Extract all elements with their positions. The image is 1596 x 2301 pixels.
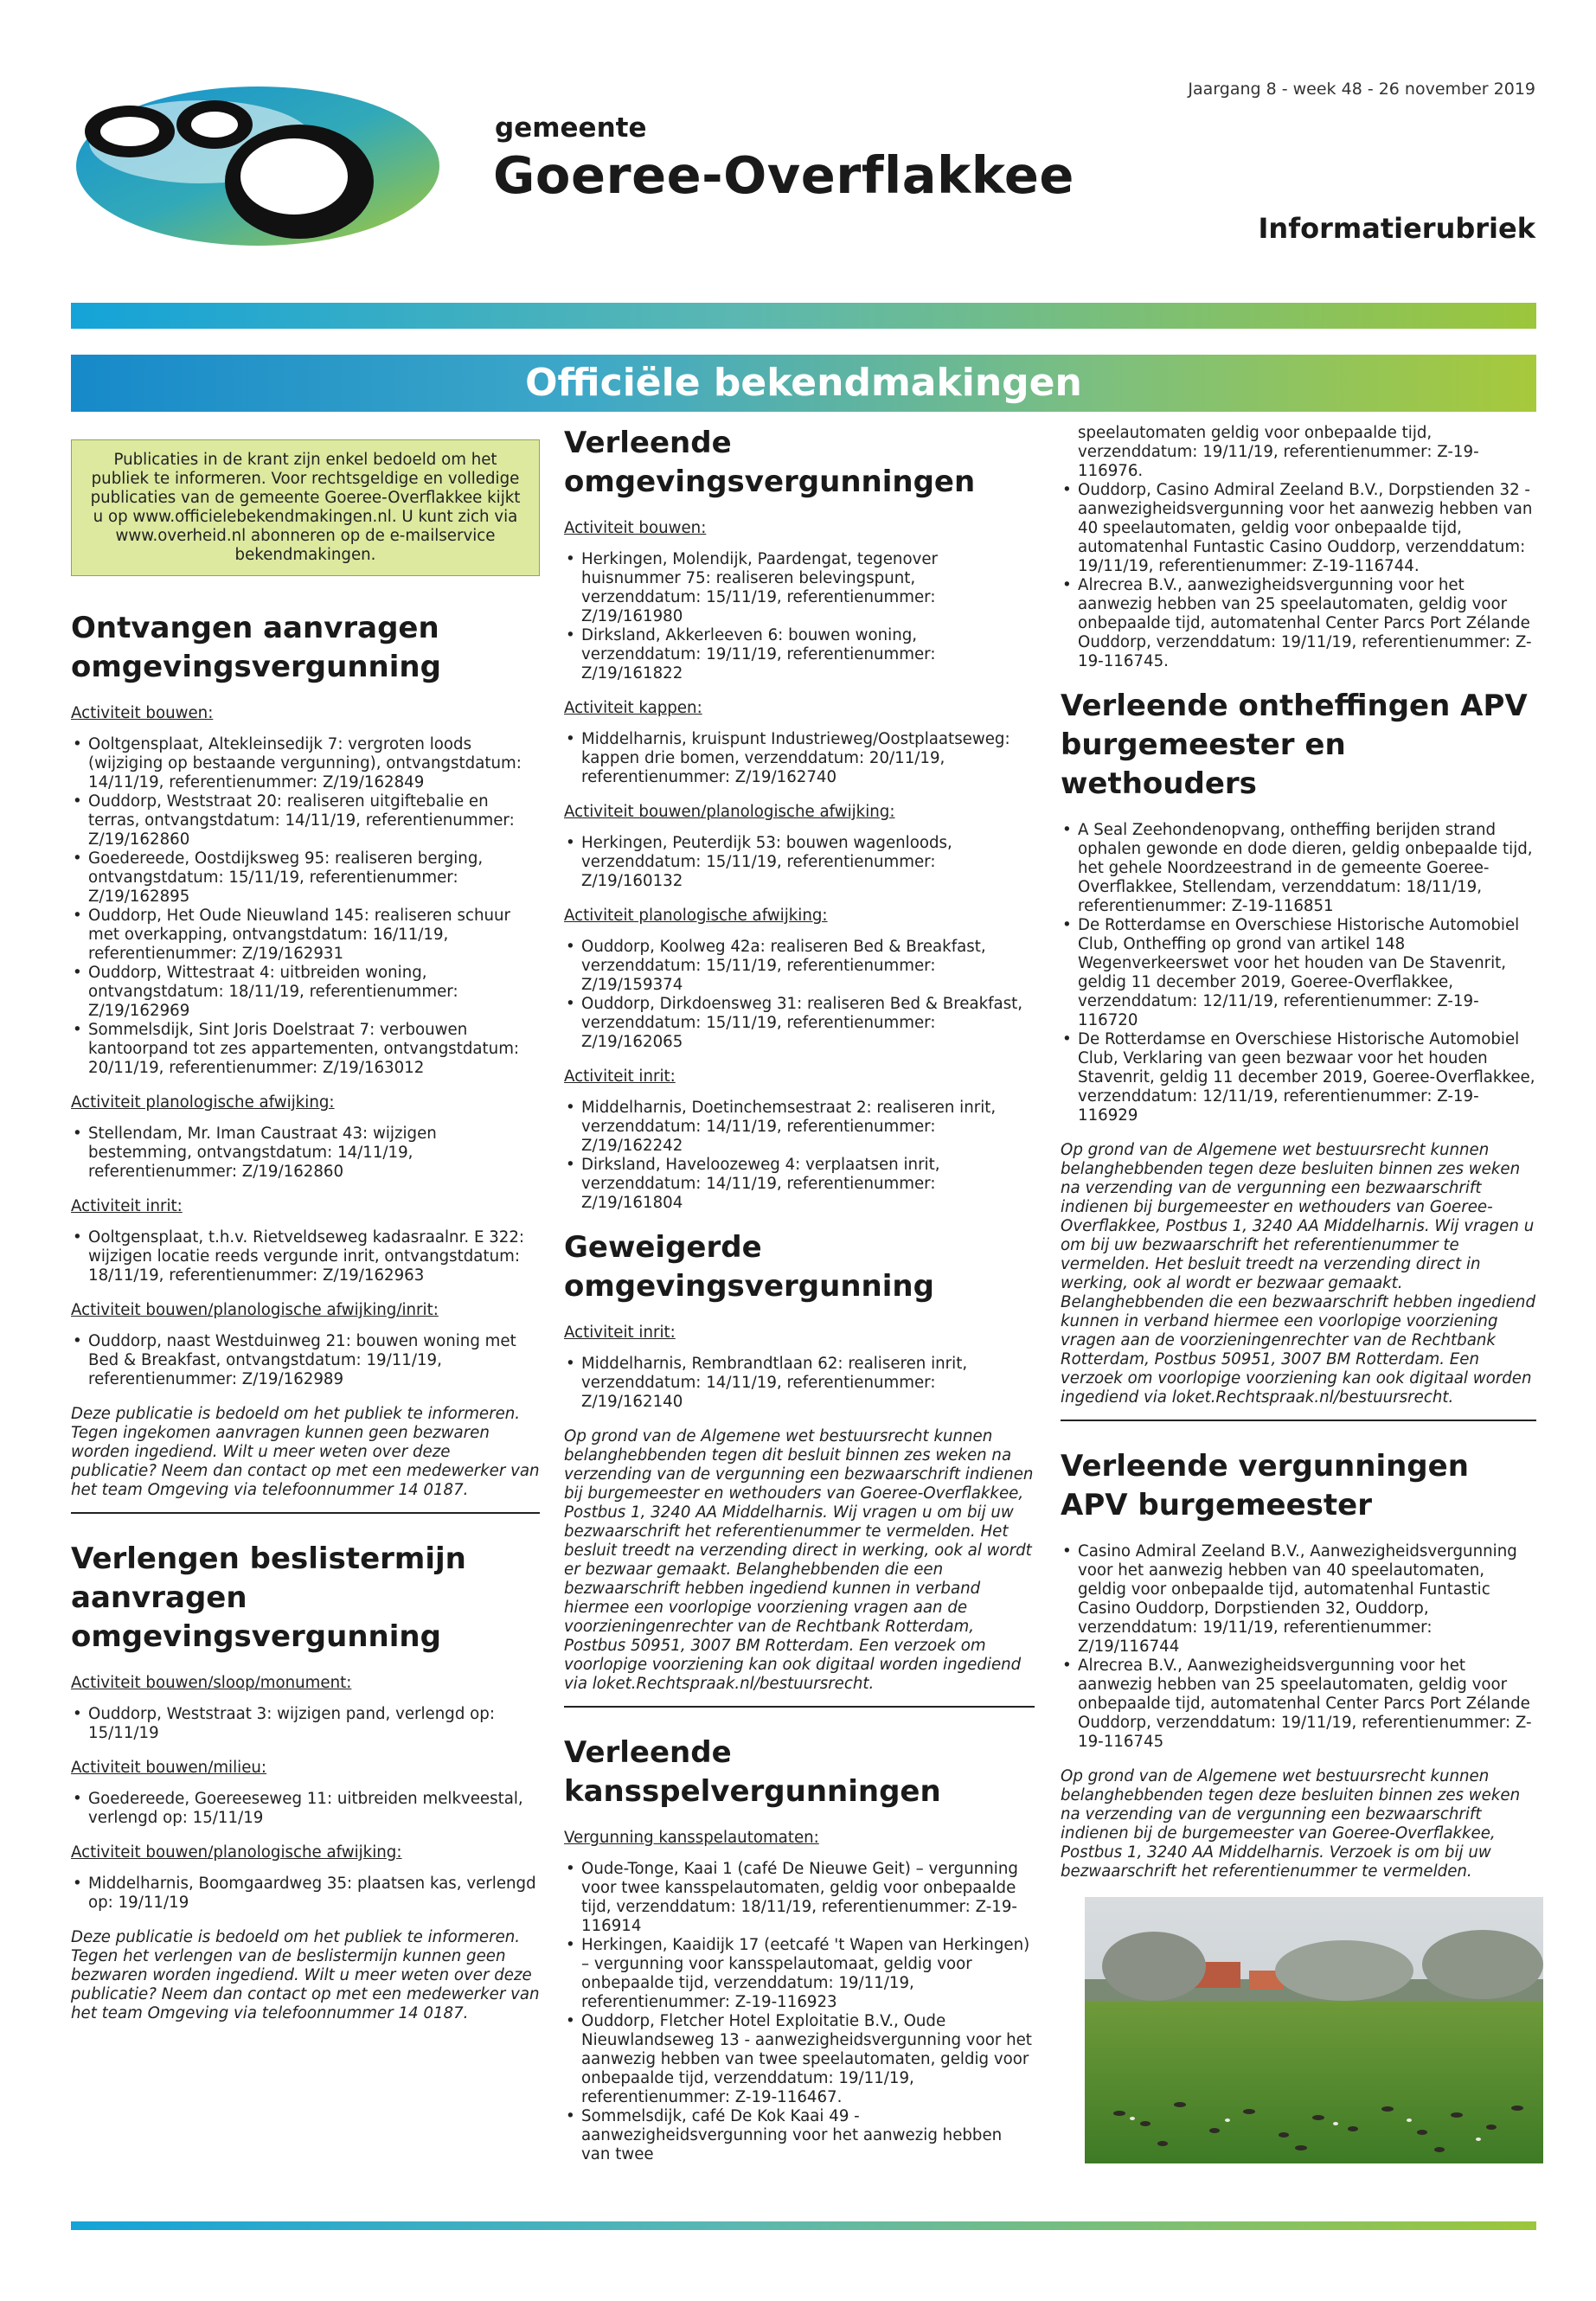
list-item: • Ouddorp, Dirkdoensweg 31: realiseren Bed & Breakfast, verzenddatum: 15/11/19, referentienummer: Z/19/162065 xyxy=(564,995,1035,1052)
footer-stripe xyxy=(71,2221,1536,2230)
activity-label: Activiteit bouwen/planologische afwijking: xyxy=(564,803,895,821)
column-3 xyxy=(1061,424,1536,2163)
section-title: Verlengen beslistermijn aanvragen omgevingsvergunning xyxy=(71,1541,466,1654)
list-item: • Herkingen, Molendijk, Paardengat, tegenover huisnummer 75: realiseren belevingspunt, verzenddatum: 15/11/19, referentienummer: Z/19/161980 xyxy=(564,550,1035,626)
activity-label: Vergunning kansspelautomaten: xyxy=(564,1829,819,1847)
legal-note: Op grond van de Algemene wet bestuursrecht kunnen belanghebbenden tegen deze besluiten binnen zes weken na verzending van de vergunning een bezwaarschrift indienen bij de burgemeester van Goeree-Overflakkee, Postbus 1, 3240 AA Middelharnis. Verzoek is om bij uw bezwaarschrift het referentienummer te vermelden. xyxy=(1061,1767,1521,1881)
item-list xyxy=(71,1875,540,1913)
list-item: • Stellendam, Mr. Iman Caustraat 43: wijzigen bestemming, ontvangstdatum: 14/11/19, referentienummer: Z/19/162860 xyxy=(71,1125,540,1182)
legal-note: Op grond van de Algemene wet bestuursrecht kunnen belanghebbenden tegen dit besluit binnen zes weken na verzending van de vergunning een bezwaarschrift indienen bij burgemeester en wethouders van Goeree-Overflakkee, Postbus 1, 3240 AA Middelharnis. Wij vragen u om bij uw bezwaarschrift het referentienummer te vermelden. Het besluit treedt na verzending direct in werking, ook al wordt er bezwaar gemaakt. Belanghebbenden die een bezwaarschrift hebben ingediend kunnen in verband hiermee een voorlopige voorziening vragen aan de voorzieningenrechter van de Rechtbank Rotterdam, Postbus 50951, 3007 BM Rotterdam. Een verzoek om voorlopige voorziening kan ook digitaal worden ingediend via loket.Rechtspraak.nl/bestuursrecht. xyxy=(564,1427,1034,1693)
info-note: Deze publicatie is bedoeld om het publiek te informeren. Tegen ingekomen aanvragen kunnen geen bezwaren worden ingediend. Wilt u meer weten over deze publicatie? Neem dan contact op met een medewerker van het team Omgeving via telefoonnummer 14 0187. xyxy=(71,1405,540,1499)
activity-label: Activiteit bouwen: xyxy=(71,704,214,722)
list-item: • Sommelsdijk, Sint Joris Doelstraat 7: verbouwen kantoorpand tot zes appartementen, ontvangstdatum: 20/11/19, referentienummer: Z/19/163012 xyxy=(71,1021,540,1078)
item-list xyxy=(71,1125,540,1182)
gemeente-label: gemeente xyxy=(495,112,647,144)
item-list xyxy=(71,1228,540,1285)
item-list xyxy=(564,730,1035,787)
header-stripe xyxy=(71,303,1536,329)
activity-label: Activiteit bouwen/sloop/monument: xyxy=(71,1674,352,1692)
list-item: • Ouddorp, Weststraat 3: wijzigen pand, verlengd op: 15/11/19 xyxy=(71,1705,540,1743)
list-item: • Ouddorp, Koolweg 42a: realiseren Bed & Breakfast, verzenddatum: 15/11/19, referentienummer: Z/19/159374 xyxy=(564,938,1035,995)
legal-note: Op grond van de Algemene wet bestuursrecht kunnen belanghebbenden tegen deze besluiten binnen zes weken na verzending van de vergunning een bezwaarschrift indienen bij burgemeester en wethouders van Goeree-Overflakkee, Postbus 1, 3240 AA Middelharnis. Wij vragen u om bij uw bezwaarschrift het referentienummer te vermelden. Het besluit treedt na verzending direct in werking, ook al wordt er bezwaar gemaakt. Belanghebbenden die een bezwaarschrift hebben ingediend kunnen in verband hiermee een voorlopige voorziening vragen aan de voorzieningenrechter van de Rechtbank Rotterdam, Postbus 50951, 3007 BM Rotterdam. Een verzoek om voorlopige voorziening kan ook digitaal worden ingediend via loket.Rechtspraak.nl/bestuursrecht. xyxy=(1061,1141,1536,1407)
item-list xyxy=(1061,481,1536,671)
activity-label: Activiteit planologische afwijking: xyxy=(71,1093,335,1112)
item-list xyxy=(71,735,540,1078)
list-item: • Oude-Tonge, Kaai 1 (café De Nieuwe Geit) – vergunning voor twee kansspelautomaten, geldig voor onbepaalde tijd, verzenddatum: 18/11/19, referentienummer: Z-19-116914 xyxy=(564,1860,1035,1936)
rubriek-title: Informatierubriek xyxy=(1258,212,1535,245)
column-2 xyxy=(564,424,1035,2180)
section-title: Verleende vergunningen APV burgemeester xyxy=(1061,1449,1469,1522)
section-divider xyxy=(564,1706,1035,1708)
column-1 xyxy=(71,424,540,2035)
list-item: • Ouddorp, naast Westduinweg 21: bouwen woning met Bed & Breakfast, ontvangstdatum: 19/11/19, referentienummer: Z/19/162989 xyxy=(71,1332,540,1389)
list-item: • Middelharnis, Rembrandtlaan 62: realiseren inrit, verzenddatum: 14/11/19, referentienummer: Z/19/162140 xyxy=(564,1355,1035,1412)
activity-label: Activiteit inrit: xyxy=(71,1197,183,1215)
item-list xyxy=(71,1705,540,1743)
activity-label: Activiteit kappen: xyxy=(564,699,702,717)
section-title: Verleende kansspelvergunningen xyxy=(564,1735,941,1809)
list-item: • Ouddorp, Het Oude Nieuwland 145: realiseren schuur met overkapping, ontvangstdatum: 16/11/19, referentienummer: Z/19/162931 xyxy=(71,907,540,964)
activity-label: Activiteit bouwen/milieu: xyxy=(71,1759,267,1777)
edition-info: Jaargang 8 - week 48 - 26 november 2019 xyxy=(1188,80,1535,99)
section-divider xyxy=(71,1512,540,1514)
activity-label: Activiteit bouwen/planologische afwijking/inrit: xyxy=(71,1301,439,1319)
list-item: • A Seal Zeehondenopvang, ontheffing berijden strand ophalen gewonde en dode dieren, geldig onbepaalde tijd, het gehele Noordzeestrand in de gemeente Goeree-Overflakkee, Stellendam, verzenddatum: 18/11/19, referentienummer: Z-19-116851 xyxy=(1061,821,1536,916)
activity-label: Activiteit inrit: xyxy=(564,1324,676,1342)
item-list xyxy=(564,1860,1035,2164)
list-item: • Dirksland, Akkerleeven 6: bouwen woning, verzenddatum: 19/11/19, referentienummer: Z/19/161822 xyxy=(564,626,1035,683)
activity-label: Activiteit inrit: xyxy=(564,1067,676,1086)
list-item: • Ooltgensplaat, t.h.v. Rietveldseweg kadasraalnr. E 322: wijzigen locatie reeds vergunde inrit, ontvangstdatum: 18/11/19, referentienummer: Z/19/162963 xyxy=(71,1228,540,1285)
activity-label: Activiteit bouwen: xyxy=(564,519,707,537)
list-item: • Middelharnis, Boomgaardweg 35: plaatsen kas, verlengd op: 19/11/19 xyxy=(71,1875,540,1913)
item-list xyxy=(564,938,1035,1052)
list-item: • Ouddorp, Fletcher Hotel Exploitatie B.V., Oude Nieuwlandseweg 13 - aanwezigheidsvergunning voor het aanwezig hebben van twee speelautomaten, geldig voor onbepaalde tijd, verzenddatum: 19/11/19, referentienummer: Z-19-116467. xyxy=(564,2012,1035,2107)
section-title: Ontvangen aanvragen omgevingsvergunning xyxy=(71,611,441,684)
notice-box: Publicaties in de krant zijn enkel bedoeld om het publiek te informeren. Voor rechtsgeldige en volledige publicaties van de gemeente Goeree-Overflakkee kijkt u op www.officielebekendmakingen.nl. U kunt zich via www.overheid.nl abonneren op de e-mailservice bekendmakingen. xyxy=(71,439,540,576)
item-list xyxy=(1061,1542,1536,1752)
list-item: • Ouddorp, Wittestraat 4: uitbreiden woning, ontvangstdatum: 18/11/19, referentienummer: Z/19/162969 xyxy=(71,964,540,1021)
list-item: • De Rotterdamse en Overschiese Historische Automobiel Club, Verklaring van geen bezwaar voor het houden Stavenrit, geldig 11 december 2019, Goeree-Overflakkee, verzenddatum: 12/11/19, referentienummer: Z-19-116929 xyxy=(1061,1030,1536,1125)
list-item: • Dirksland, Haveloozeweg 4: verplaatsen inrit, verzenddatum: 14/11/19, referentienummer: Z/19/161804 xyxy=(564,1156,1035,1213)
item-list xyxy=(1061,821,1536,1125)
list-item: • Herkingen, Kaaidijk 17 (eetcafé 't Wapen van Herkingen) – vergunning voor kansspelautomaat, geldig voor onbepaalde tijd, verzenddatum: 19/11/19, referentienummer: Z-19-116923 xyxy=(564,1936,1035,2012)
list-item: • Middelharnis, kruispunt Industrieweg/Oostplaatseweg: kappen drie bomen, verzenddatum: 20/11/19, referentienummer: Z/19/162740 xyxy=(564,730,1035,787)
item-list xyxy=(564,1099,1035,1213)
list-item: • Herkingen, Peuterdijk 53: bouwen wagenloods, verzenddatum: 15/11/19, referentienummer: Z/19/160132 xyxy=(564,834,1035,891)
activity-label: Activiteit planologische afwijking: xyxy=(564,907,828,925)
list-item-continued: speelautomaten geldig voor onbepaalde tijd, verzenddatum: 19/11/19, referentienummer: Z-19-116976. xyxy=(1078,424,1479,480)
section-title: Geweigerde omgevingsvergunning xyxy=(564,1230,934,1304)
info-note: Deze publicatie is bedoeld om het publiek te informeren. Tegen het verlengen van de beslistermijn kunnen geen bezwaren worden ingediend. Wilt u meer weten over deze publicatie? Neem dan contact op met een medewerker van het team Omgeving via telefoonnummer 14 0187. xyxy=(71,1928,540,2022)
item-list xyxy=(71,1332,540,1389)
meadow-geese-photo xyxy=(1061,1897,1543,2163)
section-divider xyxy=(1061,1420,1536,1421)
section-title: Verleende omgevingsvergunningen xyxy=(564,426,976,499)
list-item: • Casino Admiral Zeeland B.V., Aanwezigheidsvergunning voor het aanwezig hebben van 40 speelautomaten, geldig voor onbepaalde tijd, automatenhal Funtastic Casino Ouddorp, Dorpstienden 32, Ouddorp, verzenddatum: 19/11/19, referentienummer: Z/19/116744 xyxy=(1061,1542,1536,1657)
list-item: • Goedereede, Goereeseweg 11: uitbreiden melkveestal, verlengd op: 15/11/19 xyxy=(71,1790,540,1828)
gemeente-logo-icon xyxy=(67,80,448,253)
list-item: • Alrecrea B.V., Aanwezigheidsvergunning voor het aanwezig hebben van 25 speelautomaten, geldig voor onbepaalde tijd, automatenhal Center Parcs Port Zélande Ouddorp, verzenddatum: 19/11/19, referentienummer: Z-19-116745 xyxy=(1061,1657,1536,1752)
list-item: • Goedereede, Oostdijksweg 95: realiseren berging, ontvangstdatum: 15/11/19, referentienummer: Z/19/162895 xyxy=(71,849,540,907)
list-item: • Ooltgensplaat, Altekleinsedijk 7: vergroten loods (wijziging op bestaande vergunning), ontvangstdatum: 14/11/19, referentienummer: Z/19/162849 xyxy=(71,735,540,792)
organization-name: Goeree-Overflakkee xyxy=(493,145,1074,205)
item-list xyxy=(564,1355,1035,1412)
item-list xyxy=(564,550,1035,683)
banner-title: Officiële bekendmakingen xyxy=(71,355,1536,412)
activity-label: Activiteit bouwen/planologische afwijking: xyxy=(71,1843,402,1862)
section-title: Verleende ontheffingen APV burgemeester en wethouders xyxy=(1061,689,1528,801)
item-list xyxy=(564,834,1035,891)
list-item: • Ouddorp, Casino Admiral Zeeland B.V., Dorpstienden 32 - aanwezigheidsvergunning voor het aanwezig hebben van 40 speelautomaten, geldig voor onbepaalde tijd, automatenhal Funtastic Casino Ouddorp, verzenddatum: 19/11/19, referentienummer: Z-19-116744. xyxy=(1061,481,1536,576)
list-item: • De Rotterdamse en Overschiese Historische Automobiel Club, Ontheffing op grond van artikel 148 Wegenverkeerswet voor het houden van De Stavenrit, geldig 11 december 2019, Goeree-Overflakkee, verzenddatum: 12/11/19, referentienummer: Z-19-116720 xyxy=(1061,916,1536,1030)
list-item: • Alrecrea B.V., aanwezigheidsvergunning voor het aanwezig hebben van 25 speelautomaten, geldig voor onbepaalde tijd, automatenhal Center Parcs Port Zélande Ouddorp, verzenddatum: 19/11/19, referentienummer: Z-19-116745. xyxy=(1061,576,1536,671)
list-item: • Sommelsdijk, café De Kok Kaai 49 - aanwezigheidsvergunning voor het aanwezig hebben van twee xyxy=(564,2107,1035,2164)
list-item: • Middelharnis, Doetinchemsestraat 2: realiseren inrit, verzenddatum: 14/11/19, referentienummer: Z/19/162242 xyxy=(564,1099,1035,1156)
item-list xyxy=(71,1790,540,1828)
list-item: • Ouddorp, Weststraat 20: realiseren uitgiftebalie en terras, ontvangstdatum: 14/11/19, referentienummer: Z/19/162860 xyxy=(71,792,540,849)
